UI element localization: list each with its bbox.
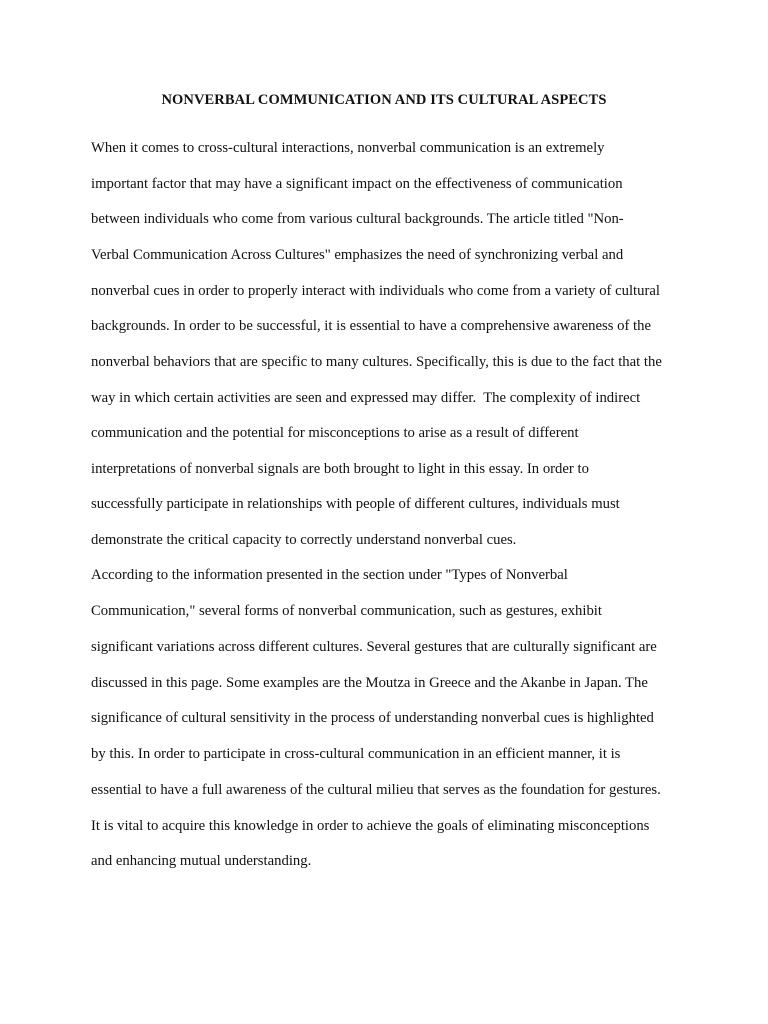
body-line-14: Communication," several forms of nonverbal communication, such as gestures, exhibit bbox=[91, 603, 602, 619]
body-line-7: nonverbal behaviors that are specific to many cultures. Specifically, this is due to the fact that the bbox=[91, 354, 662, 370]
document-title: NONVERBAL COMMUNICATION AND ITS CULTURAL ASPECTS bbox=[161, 92, 607, 108]
body-line-16: discussed in this page. Some examples are the Moutza in Greece and the Akanbe in Japan. The bbox=[91, 675, 648, 691]
body-line-6: backgrounds. In order to be successful, it is essential to have a comprehensive awareness of the bbox=[91, 318, 651, 334]
body-line-18: by this. In order to participate in cross-cultural communication in an efficient manner, it is bbox=[91, 746, 621, 762]
body-line-20: It is vital to acquire this knowledge in order to achieve the goals of eliminating misconceptions bbox=[91, 818, 650, 834]
body-line-8: way in which certain activities are seen and expressed may differ. The complexity of indirect bbox=[91, 390, 641, 406]
body-line-2: important factor that may have a significant impact on the effectiveness of communication bbox=[91, 176, 623, 192]
body-line-1: When it comes to cross-cultural interactions, nonverbal communication is an extremely bbox=[91, 140, 605, 156]
body-line-3: between individuals who come from various cultural backgrounds. The article titled "Non- bbox=[91, 211, 624, 227]
body-line-10: interpretations of nonverbal signals are both brought to light in this essay. In order to bbox=[91, 461, 589, 477]
body-line-21: and enhancing mutual understanding. bbox=[91, 853, 312, 869]
body-line-17: significance of cultural sensitivity in the process of understanding nonverbal cues is highlighted bbox=[91, 710, 654, 726]
body-line-4: Verbal Communication Across Cultures" emphasizes the need of synchronizing verbal and bbox=[91, 247, 624, 263]
body-line-5: nonverbal cues in order to properly interact with individuals who come from a variety of cultural bbox=[91, 283, 660, 299]
body-line-11: successfully participate in relationships with people of different cultures, individuals must bbox=[91, 496, 620, 512]
body-line-15: significant variations across different cultures. Several gestures that are culturally significant are bbox=[91, 639, 657, 655]
body-line-13: According to the information presented in the section under "Types of Nonverbal bbox=[91, 567, 568, 583]
body-line-19: essential to have a full awareness of the cultural milieu that serves as the foundation for gestures. bbox=[91, 782, 661, 798]
body-line-9: communication and the potential for misconceptions to arise as a result of different bbox=[91, 425, 579, 441]
body-line-12: demonstrate the critical capacity to correctly understand nonverbal cues. bbox=[91, 532, 517, 548]
